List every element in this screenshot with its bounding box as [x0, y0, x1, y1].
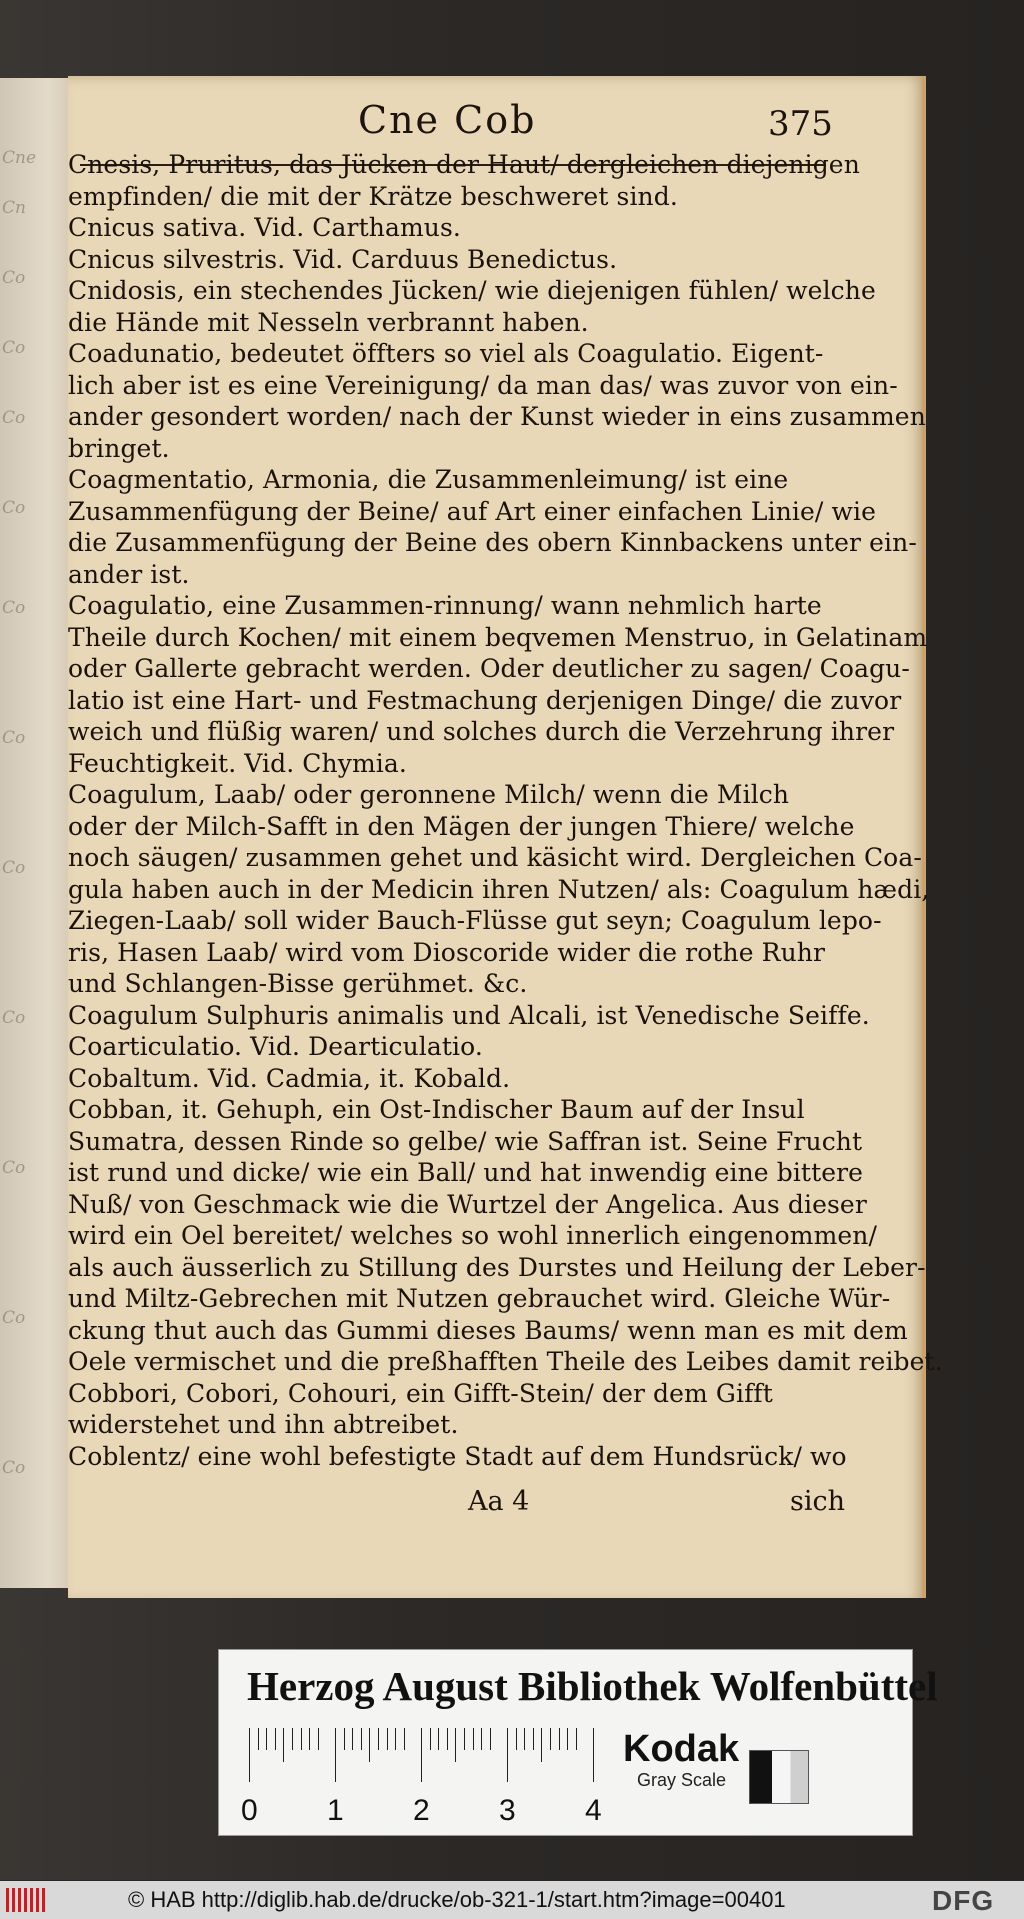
book-page: [68, 76, 943, 1598]
ruler-number: 2: [413, 1794, 430, 1827]
ruler-tick: [266, 1728, 267, 1750]
ruler-tick: [309, 1728, 310, 1750]
kodak-brand: Kodak: [623, 1728, 740, 1770]
text-line: ander gesondert worden/ nach der Kunst wieder in eins zusammen: [68, 402, 926, 431]
text-line: oder Gallerte gebracht werden. Oder deutlicher zu sagen/ Coagu-: [68, 654, 910, 683]
ruler-tick: [507, 1728, 508, 1782]
text-line: Nuß/ von Geschmack wie die Wurtzel der Angelica. Aus dieser: [68, 1189, 867, 1219]
text-line: ris, Hasen Laab/ wird vom Dioscoride wider die rothe Ruhr: [68, 937, 826, 967]
text-line: latio ist eine Hart- und Festmachung derjenigen Dinge/ die zuvor: [68, 685, 902, 715]
gray-scale-patch: [749, 1750, 809, 1804]
ghost-text: Co: [2, 268, 26, 288]
ruler-tick: [567, 1728, 568, 1750]
text-line: lich aber ist es eine Vereinigung/ da man das/ was zuvor von ein-: [68, 370, 898, 400]
text-line: ist rund und dicke/ wie ein Ball/ und hat inwendig eine bittere: [68, 1158, 864, 1187]
color-target-card: [218, 1649, 938, 1836]
ruler-tick: [421, 1728, 422, 1782]
ghost-text: Co: [2, 408, 26, 428]
ghost-text: Co: [2, 1458, 26, 1478]
library-name: Herzog August Bibliothek Wolfenbüttel: [247, 1663, 938, 1709]
copyright-link[interactable]: © HAB http://diglib.hab.de/drucke/ob-321-1/start.htm?image=00401: [128, 1887, 786, 1912]
text-line: Cobaltum. Vid. Cadmia, it. Kobald.: [68, 1063, 511, 1093]
ruler-tick: [481, 1728, 482, 1750]
scale-ruler: [241, 1728, 602, 1827]
text-line: Oele vermischet und die preßhafften Theile des Leibes damit reibet.: [68, 1347, 943, 1376]
text-line: oder der Milch-Safft in den Mägen der jungen Thiere/ welche: [68, 811, 855, 841]
text-line: weich und flüßig waren/ und solches durch die Verzehrung ihrer: [68, 717, 895, 746]
ghost-text: Co: [2, 1308, 26, 1328]
ruler-tick: [541, 1728, 542, 1762]
text-line: Coadunatio, bedeutet öffters so viel als Coagulatio. Eigent-: [68, 339, 824, 368]
text-line: Cnicus sativa. Vid. Carthamus.: [68, 213, 461, 242]
text-line: wird ein Oel bereitet/ welches so wohl innerlich eingenommen/: [68, 1221, 878, 1250]
ruler-tick: [533, 1728, 534, 1750]
ruler-tick: [516, 1728, 517, 1750]
ruler-tick: [593, 1728, 594, 1782]
ruler-number: 0: [241, 1794, 258, 1827]
text-line: Coblentz/ eine wohl befestigte Stadt auf dem Hundsrück/ wo: [68, 1441, 847, 1471]
text-line: ander ist.: [68, 559, 190, 589]
text-line: Coarticulatio. Vid. Dearticulatio.: [68, 1032, 483, 1061]
ruler-tick: [430, 1728, 431, 1750]
ruler-tick: [292, 1728, 293, 1750]
ghost-text: Cn: [2, 198, 26, 218]
text-line: Zusammenfügung der Beine/ auf Art einer einfachen Linie/ wie: [68, 496, 876, 526]
ruler-tick: [490, 1728, 491, 1750]
dfg-logo: DFG: [932, 1885, 995, 1916]
ruler-tick: [369, 1728, 370, 1762]
ruler-tick: [275, 1728, 276, 1750]
ruler-tick: [559, 1728, 560, 1750]
text-line: Cnesis, Pruritus, das Jücken der Haut/ dergleichen diejenigen: [68, 150, 860, 179]
text-line: ckung thut auch das Gummi dieses Baums/ wenn man es mit dem: [68, 1315, 908, 1345]
ruler-tick: [344, 1728, 345, 1750]
ruler-tick: [249, 1728, 250, 1782]
ruler-tick: [387, 1728, 388, 1750]
text-line: noch säugen/ zusammen gehet und käsicht wird. Dergleichen Coa-: [68, 843, 922, 872]
text-line: die Zusammenfügung der Beine des obern Kinnbackens unter ein-: [68, 528, 917, 557]
previous-page-edge: [0, 78, 68, 1588]
ruler-tick: [352, 1728, 353, 1750]
ruler-tick: [361, 1728, 362, 1750]
ruler-number: 4: [585, 1794, 602, 1827]
text-line: Cobbori, Cobori, Cohouri, ein Gifft-Stein/ der dem Gifft: [68, 1378, 773, 1408]
text-line: als auch äusserlich zu Stillung des Durstes und Heilung der Leber-: [68, 1252, 926, 1282]
red-barcode-icon: [6, 1888, 46, 1912]
ghost-text: Co: [2, 498, 26, 518]
ruler-tick: [576, 1728, 577, 1750]
ruler-tick: [335, 1728, 336, 1782]
ruler-tick: [318, 1728, 319, 1750]
ghost-text: Co: [2, 1158, 26, 1178]
text-line: Coagulatio, eine Zusammen-rinnung/ wann nehmlich harte: [68, 591, 822, 620]
text-line: Ziegen-Laab/ soll wider Bauch-Flüsse gut seyn; Coagulum lepo-: [68, 906, 882, 935]
text-line: Coagulum Sulphuris animalis und Alcali, ist Venedische Seiffe.: [68, 1000, 870, 1030]
ruler-number: 3: [499, 1794, 516, 1827]
page-header: [68, 98, 922, 144]
signature-mark: Aa 4: [468, 1486, 530, 1517]
attribution-bar: [0, 1881, 1024, 1919]
ruler-tick: [524, 1728, 525, 1750]
text-line: Cnicus silvestris. Vid. Carduus Benedictus.: [68, 244, 618, 274]
text-line: Cobban, it. Gehuph, ein Ost-Indischer Baum auf der Insul: [68, 1095, 805, 1124]
ruler-tick: [258, 1728, 259, 1750]
ghost-text: Co: [2, 728, 26, 748]
page-number: 375: [768, 104, 833, 144]
catchword: sich: [790, 1486, 846, 1517]
gray-scale-label: Gray Scale: [637, 1770, 727, 1790]
text-line: Theile durch Kochen/ mit einem beqvemen Menstruo, in Gelatinam: [68, 622, 928, 652]
text-line: und Schlangen-Bisse gerühmet. &c.: [68, 969, 528, 998]
ruler-tick: [550, 1728, 551, 1750]
text-line: und Miltz-Gebrechen mit Nutzen gebrauchet wird. Gleiche Wür-: [68, 1284, 891, 1313]
running-title: Cne Cob: [358, 98, 537, 142]
ruler-tick: [404, 1728, 405, 1750]
ruler-tick: [464, 1728, 465, 1750]
ruler-tick: [283, 1728, 284, 1762]
ruler-number: 1: [327, 1794, 344, 1827]
ghost-text: Co: [2, 858, 26, 878]
ruler-tick: [378, 1728, 379, 1750]
text-line: empfinden/ die mit der Krätze beschweret sind.: [68, 181, 678, 211]
ruler-tick: [395, 1728, 396, 1750]
text-line: Coagmentatio, Armonia, die Zusammenleimung/ ist eine: [68, 465, 789, 494]
ghost-text: Co: [2, 598, 26, 618]
text-line: die Hände mit Nesseln verbrannt haben.: [68, 307, 589, 337]
text-line: widerstehet und ihn abtreibet.: [68, 1410, 459, 1439]
text-line: gula haben auch in der Medicin ihren Nutzen/ als: Coagulum hædi,: [68, 874, 930, 904]
text-line: Sumatra, dessen Rinde so gelbe/ wie Saffran ist. Seine Frucht: [68, 1126, 863, 1156]
text-line: Cnidosis, ein stechendes Jücken/ wie diejenigen fühlen/ welche: [68, 276, 876, 305]
text-line: Coagulum, Laab/ oder geronnene Milch/ wenn die Milch: [68, 780, 790, 809]
ruler-tick: [455, 1728, 456, 1762]
text-line: bringet.: [68, 433, 170, 463]
ruler-tick: [301, 1728, 302, 1750]
ghost-text: Co: [2, 338, 26, 358]
ruler-tick: [447, 1728, 448, 1750]
ruler-tick: [438, 1728, 439, 1750]
ghost-text: Cne: [2, 148, 37, 168]
ghost-text: Co: [2, 1008, 26, 1028]
text-line: Feuchtigkeit. Vid. Chymia.: [68, 748, 407, 778]
ruler-tick: [473, 1728, 474, 1750]
